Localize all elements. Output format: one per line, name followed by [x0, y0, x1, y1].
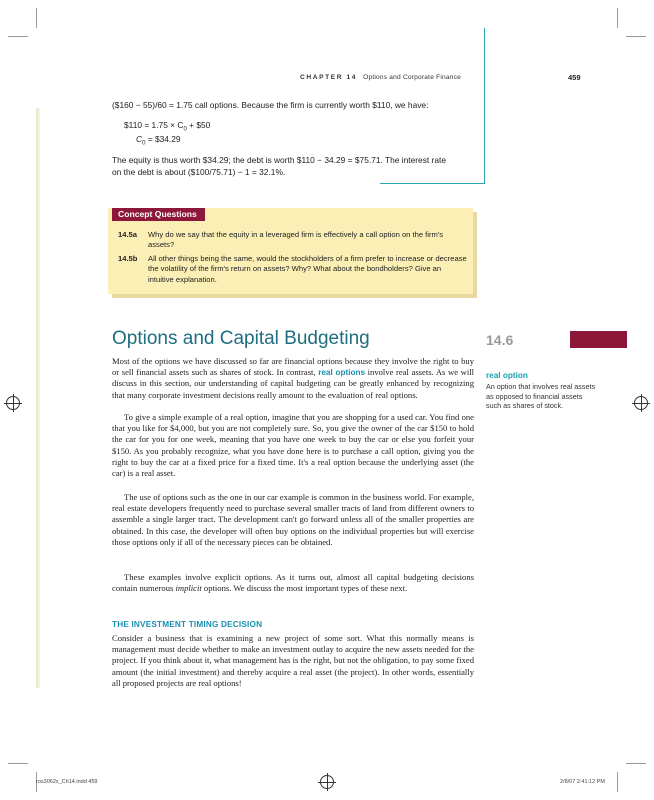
section-marker — [570, 331, 627, 348]
margin-definition: An option that involves real assets as opposed to financial assets such as shares of stock. — [486, 382, 596, 411]
equation-2 — [136, 134, 181, 147]
intro-line: on the debt is about ($100/75.71) − 1 = 32.1%. — [112, 167, 286, 177]
chapter-title: Options and Corporate Finance — [363, 74, 461, 81]
equation-2-tail: = $34.29 — [145, 134, 181, 144]
intro-line: ($160 − 55)/60 = 1.75 call options. Because the firm is currently worth $110, we have: — [112, 100, 429, 110]
running-head — [300, 74, 461, 81]
paragraph-text: These examples involve explicit options. As it turns out, almost all capital budgeting decisions contain numerous — [112, 572, 474, 594]
crop-mark — [617, 8, 618, 28]
key-term: real options — [318, 368, 366, 378]
subsection-heading: THE INVESTMENT TIMING DECISION — [112, 620, 263, 629]
chapter-label: CHAPTER 14 — [300, 74, 358, 81]
body-paragraph — [112, 356, 474, 401]
concept-question — [118, 254, 468, 285]
concept-questions-title: Concept Questions — [112, 208, 205, 221]
concept-question-text: Why do we say that the equity in a leveraged firm is effectively a call option on the firm's assets? — [148, 230, 444, 250]
section-number: 14.6 — [486, 332, 514, 348]
registration-mark-icon — [634, 396, 648, 410]
equation-1-tail: + $50 — [186, 120, 211, 130]
intro-line: The equity is thus worth $34.29; the debt is worth $110 − 34.29 = $75.71. The interest rate — [112, 155, 446, 165]
body-paragraph: To give a simple example of a real option, imagine that you are shopping for a used car. You find one that you like for $4,000, but you are not completely sure. So, you give the owner of the car $150 to hold the car for you for one week, meaning that you have one week to buy the car or else you forfeit your $150. As you probably recognize, what you have done here is to purchase a call option, giving you the right to buy the car at a fixed price for a fixed time. It's a real option because the underlying asset (the car) is a real asset. — [112, 412, 474, 479]
paragraph-text: options. We discuss the most important types of these next. — [201, 583, 408, 594]
crop-mark — [626, 763, 646, 764]
equation-2-subscript: 0 — [142, 140, 146, 147]
timestamp-slug: 2/8/07 2:41:12 PM — [560, 779, 605, 785]
equation-1 — [124, 120, 210, 133]
crop-mark — [8, 763, 28, 764]
header-rule-vertical — [484, 28, 485, 183]
body-paragraph: Consider a business that is examining a new project of some sort. What this normally means is management must decide whether to make an investment outlay to acquire the new assets needed for the project. If you think about it, what management has is the right, but not the obligation, to pay some fixed amount (the initial investment) and thereby acquire a real asset (the project). In other words, essentially all proposed projects are real options! — [112, 633, 474, 688]
file-slug: ros3062x_Ch14.indd 459 — [36, 779, 98, 785]
margin-term: real option — [486, 371, 528, 380]
crop-mark — [617, 772, 618, 792]
concept-question-number: 14.5a — [118, 230, 138, 239]
registration-mark-icon — [6, 396, 20, 410]
concept-question-text: All other things being the same, would the stockholders of a firm prefer to increase or decrease the volatility of the firm's return on assets? Why? What about the bondholders? Give an intuitive explanation. — [148, 254, 467, 284]
crop-mark — [36, 8, 37, 28]
body-paragraph: The use of options such as the one in our car example is common in the business world. For example, real estate developers frequently need to purchase several smaller tracts of land from different owners to assemble a single larger tract. The development can't go forward unless all of the smaller properties are obtained. In this case, the developer will often buy options on the individual properties but will exercise those options only if all of the necessary pieces can be obtained. — [112, 492, 474, 547]
equation-2-var: C — [136, 134, 143, 144]
margin-accent-bar — [36, 108, 40, 688]
header-rule-horizontal — [380, 183, 485, 184]
equation-1-text: $110 = 1.75 × C — [124, 120, 184, 130]
page-number: 459 — [568, 73, 581, 82]
crop-mark — [626, 36, 646, 37]
paragraph-text: involve real assets. As we will discuss in this section, our understanding of capital budgeting can be greatly enhanced by recognizing that many corporate investment decisions really amount to the evaluation of real options. — [112, 367, 474, 400]
section-title: Options and Capital Budgeting — [112, 328, 370, 349]
paragraph-text: Most of the options we have discussed so far are financial options because they involve the right to buy or sell financial assets such as shares of stock. In contrast, — [112, 356, 474, 378]
body-paragraph — [112, 572, 474, 594]
crop-mark — [8, 36, 28, 37]
emphasis-text: implicit — [175, 583, 202, 594]
concept-question-number: 14.5b — [118, 254, 138, 263]
registration-mark-icon — [320, 775, 334, 789]
equation-1-subscript: 0 — [183, 126, 187, 133]
concept-question — [118, 230, 468, 251]
